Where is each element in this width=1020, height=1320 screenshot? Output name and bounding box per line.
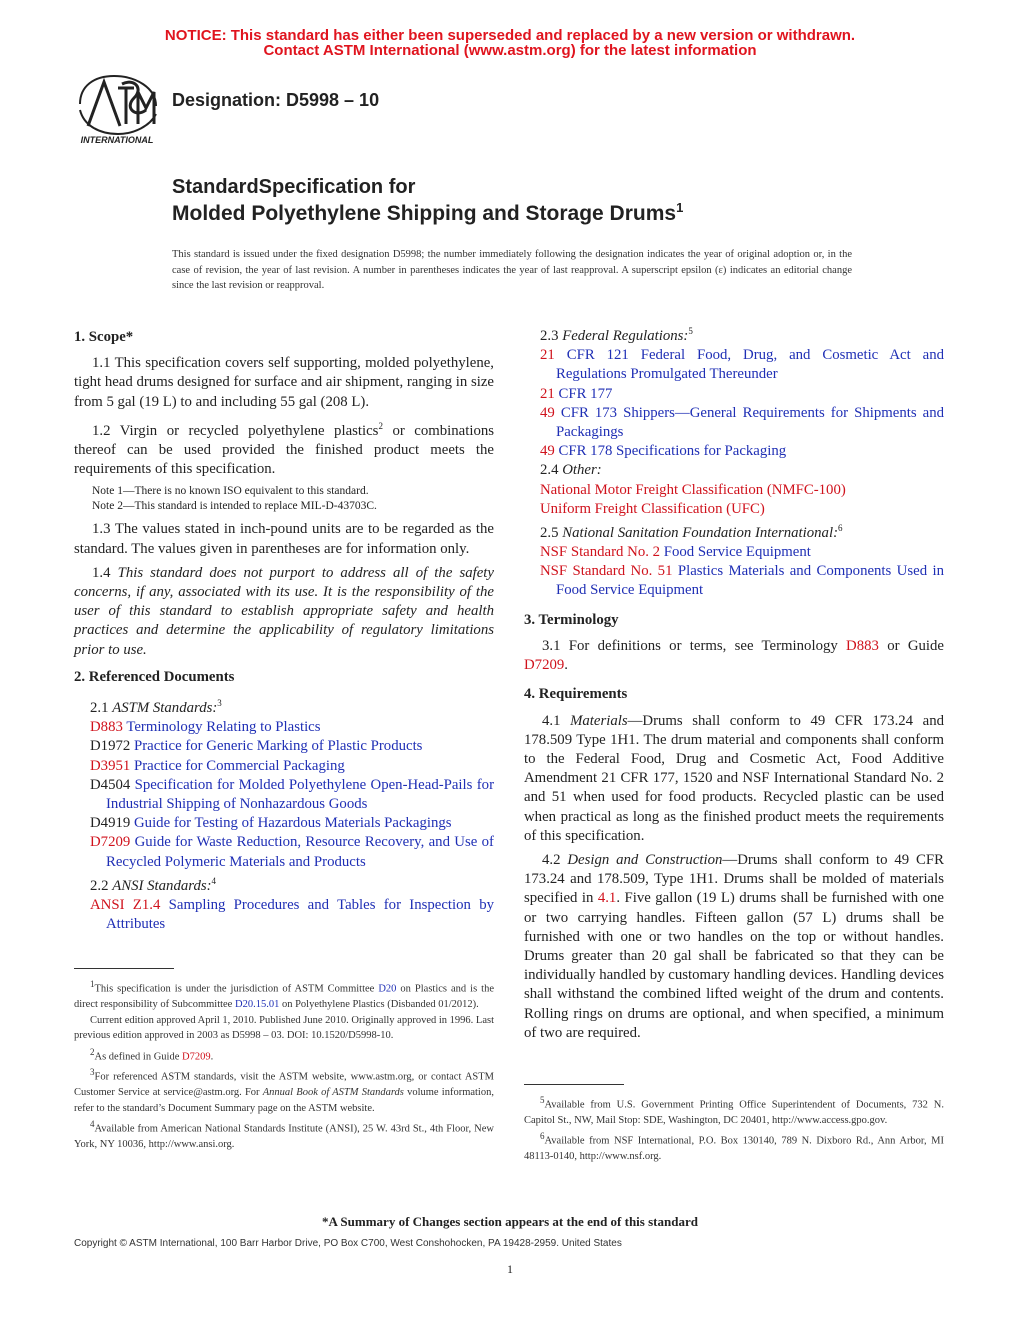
fed-head-num: 2.3 — [540, 327, 563, 344]
term-c: . — [564, 657, 568, 674]
fn1-c: on Polyethylene Plastics (Disbanded 01/2012). — [279, 998, 479, 1010]
fn3-sup: 3 — [90, 1067, 95, 1078]
federal-regulations-head — [524, 322, 944, 346]
astm-title-link[interactable]: Practice for Generic Marking of Plastic Products — [133, 738, 423, 755]
footnote-4 — [74, 1117, 494, 1152]
astm-code-link: D1972 — [90, 738, 131, 755]
astm-reference[interactable] — [74, 757, 494, 776]
astm-logo — [74, 74, 160, 146]
req-4-1-text: —Drums shall conform to 49 CFR 173.24 and 178.509 Type 1H1. The drum material and components shall conform to the Federal Food, Drug and Cosmetic Act, Food Additive Amendment 21 CFR 177, 1520 and NSF International Standard No. 2 and 51 when used for food products. Recycled plastic can be used when practical as long as the finished product meets the requirements of this specification. — [524, 712, 944, 844]
other-head-label: Other: — [562, 462, 602, 479]
terminology-heading: 3. Terminology — [524, 611, 619, 628]
ansi-head-sup: 4 — [211, 875, 217, 886]
left-column — [74, 322, 494, 934]
fn2-link[interactable]: D7209 — [181, 1051, 211, 1063]
astm-code-link[interactable]: D3951 — [90, 757, 131, 774]
other-reference-list — [524, 481, 944, 519]
logo-text: INTERNATIONAL — [80, 135, 154, 145]
fn3-italic: Annual Book of ASTM Standards — [262, 1087, 404, 1099]
federal-reference[interactable] — [524, 404, 944, 442]
scope-1-4-text: This standard does not purport to address all of the safety concerns, if any, associated with its use. It is the responsibility of the user of this standard to establish appropriate safety and health practices and determine the applicability of regulatory limitations prior to use. — [74, 564, 494, 658]
astm-head-label: ASTM Standards: — [112, 699, 218, 716]
astm-code-link[interactable]: D883 — [90, 719, 123, 736]
terminology-3-1 — [524, 637, 944, 675]
other-reference-link[interactable]: Uniform Freight Classification (UFC) — [540, 500, 765, 517]
other-head — [524, 461, 944, 480]
title-line-1: StandardSpecification for — [172, 176, 416, 198]
title-line-2 — [172, 200, 683, 226]
federal-reference[interactable] — [524, 442, 944, 461]
other-reference-link[interactable]: National Motor Freight Classification (NMFC-100) — [540, 481, 846, 498]
footnote-1-edition: Current edition approved April 1, 2010. Published June 2010. Originally approved in 1996. Last previous edition approved in 2003 as D5998 – 03. DOI: 10.1520/D5998-10. — [74, 1015, 494, 1042]
nsf-reference-list — [524, 543, 944, 601]
astm-head-sup: 3 — [217, 697, 222, 708]
req-4-1-link[interactable]: 4.1 — [597, 890, 617, 907]
title-text: Molded Polyethylene Shipping and Storage Drums — [172, 202, 677, 225]
fn4-sup: 4 — [90, 1118, 95, 1129]
fn5-sup: 5 — [540, 1095, 545, 1105]
fn1-committee-link[interactable]: D20 — [378, 983, 397, 995]
astm-head-num: 2.1 — [90, 699, 113, 716]
fn3-a: For referenced ASTM standards, visit the ASTM website, www.astm.org, or contact ASTM Customer Service at service@astm.org. For — [74, 1071, 494, 1099]
referenced-heading: 2. Referenced Documents — [74, 668, 235, 685]
req-4-1-label: Materials — [570, 712, 628, 729]
fn6-text: Available from NSF International, P.O. Box 130140, 789 N. Dixboro Rd., Ann Arbor, MI 48113-0140, http://www.nsf.org. — [524, 1135, 944, 1162]
scope-1-2-sup: 2 — [378, 420, 383, 431]
ansi-head-num: 2.2 — [90, 877, 113, 894]
footnote-2 — [74, 1045, 494, 1065]
federal-reference-list — [524, 346, 944, 461]
scope-1-4-num: 1.4 — [92, 564, 118, 581]
astm-reference[interactable] — [74, 718, 494, 737]
req-4-2-label: Design and Construction — [567, 851, 723, 868]
fn4-text: Available from American National Standards Institute (ANSI), 25 W. 43rd St., 4th Floor, New York, NY 10036, http://www.ansi.org. — [74, 1123, 494, 1150]
astm-title-link[interactable]: Practice for Commercial Packaging — [133, 757, 345, 774]
footnote-rule-right — [524, 1084, 624, 1085]
ansi-head-label: ANSI Standards: — [112, 877, 212, 894]
federal-title-link[interactable]: CFR 173 Shippers—General Requirements for Shipments and Packagings — [556, 404, 945, 440]
scope-heading: 1. Scope* — [74, 329, 134, 345]
fed-head-label: Federal Regulations: — [562, 327, 689, 344]
fn3-b: volume information, refer to the standard’s Document Summary page on the ASTM website. — [74, 1087, 494, 1114]
intro-text: This standard is issued under the fixed designation D5998; the number immediately following the designation indicates the year of original adoption or, in the case of revision, the year of last revision. A number in parentheses indicates the year of last reapproval. A superscript epsilon (ε) indicates an editorial change since the last revision or reapproval. — [172, 249, 852, 291]
term-a: 3.1 For definitions or terms, see Terminology — [542, 637, 847, 654]
astm-reference[interactable] — [74, 814, 494, 833]
ansi-title-link[interactable]: Sampling Procedures and Tables for Inspection by Attributes — [106, 896, 495, 933]
requirements-4-2 — [524, 851, 944, 1043]
federal-code-link[interactable]: 21 — [540, 385, 555, 402]
summary-of-changes-note: *A Summary of Changes section appears at the end of this standard — [322, 1214, 698, 1229]
federal-reference[interactable] — [524, 346, 944, 384]
nsf-head — [524, 519, 944, 543]
nsf-code-link[interactable]: NSF Standard No. 51 — [540, 563, 673, 580]
fn6-sup: 6 — [540, 1131, 545, 1142]
footnotes-left — [74, 977, 494, 1153]
astm-reference[interactable] — [74, 737, 494, 756]
ansi-code-link[interactable]: ANSI Z1.4 — [90, 896, 161, 913]
term-d7209-link[interactable]: D7209 — [524, 657, 565, 674]
ansi-standards-head — [74, 872, 494, 896]
nsf-reference[interactable] — [524, 562, 944, 600]
footnote-3 — [74, 1065, 494, 1115]
federal-code-link[interactable]: 21 — [540, 347, 555, 364]
requirements-4-1 — [524, 712, 944, 846]
scope-1-3: 1.3 The values stated in inch-pound units are to be regarded as the standard. The values given in parentheses are for information only. — [74, 521, 494, 557]
other-head-num: 2.4 — [540, 462, 563, 479]
scope-1-2 — [74, 417, 494, 480]
copyright: Copyright © ASTM International, 100 Barr Harbor Drive, PO Box C700, West Conshohocken, PA 19428-2959. United States — [74, 1238, 622, 1249]
scope-1-2-b: or combinations thereof can be used provided the finished product meets the requirements of this specification. — [74, 422, 495, 478]
ansi-reference[interactable] — [74, 896, 494, 934]
federal-reference[interactable] — [524, 385, 944, 404]
note-2: Note 2—This standard is intended to replace MIL-D-43703C. — [92, 500, 377, 513]
astm-reference[interactable] — [74, 833, 494, 871]
nsf-head-num: 2.5 — [540, 524, 563, 541]
footnote-1 — [74, 977, 494, 1012]
federal-title-link[interactable]: CFR 121 Federal Food, Drug, and Cosmetic Act and Regulations Promulgated Thereunder — [556, 347, 944, 383]
requirements-heading: 4. Requirements — [524, 686, 628, 703]
req-4-2-num: 4.2 — [542, 851, 568, 868]
nsf-head-sup: 6 — [838, 522, 843, 533]
fn5-text: Available from U.S. Government Printing Office Superintendent of Documents, 732 N. Capitol St., NW, Mail Stop: SDE, Washington, DC 20401, http://www.access.gpo.gov. — [524, 1099, 944, 1126]
fed-head-sup: 5 — [688, 326, 693, 336]
designation: Designation: D5998 – 10 — [172, 90, 380, 110]
footnote-6 — [524, 1129, 944, 1164]
astm-standards-head — [74, 694, 494, 718]
fn2-sup: 2 — [90, 1046, 95, 1057]
fn2-a: As defined in Guide — [94, 1051, 182, 1063]
astm-code-link: D4919 — [90, 815, 131, 832]
fn1-b: on Plastics and is the direct responsibility of Subcommittee — [74, 983, 494, 1010]
footnotes-right — [524, 1093, 944, 1165]
federal-code-link[interactable]: 49 — [540, 443, 555, 460]
page-number: 1 — [507, 1262, 513, 1276]
nsf-title-link[interactable]: Plastics Materials and Components Used in Food Service Equipment — [556, 563, 944, 599]
nsf-head-label: National Sanitation Foundation International: — [562, 524, 838, 541]
footnote-rule-left — [74, 968, 174, 969]
scope-1-4 — [74, 564, 494, 660]
nsf-title-link[interactable]: Food Service Equipment — [663, 544, 811, 561]
nsf-reference[interactable] — [524, 543, 944, 562]
astm-reference-list — [74, 718, 494, 872]
term-b: or Guide — [878, 637, 944, 654]
federal-title-link[interactable]: CFR 177 — [558, 385, 613, 402]
scope-1-2-a: 1.2 Virgin or recycled polyethylene plastics — [92, 422, 379, 439]
astm-title-link[interactable]: Specification for Molded Polyethylene Open-Head-Pails for Industrial Shipping of Nonhazardous Goods — [106, 776, 494, 812]
astm-code-link: D4504 — [90, 776, 131, 793]
notice-line-1: NOTICE: This standard has either been superseded and replaced by a new version or withdrawn. — [164, 27, 856, 44]
scope-1-1: 1.1 This specification covers self supporting, molded polyethylene, tight head drums designed for surface and air shipment, ranging in size from 5 gal (19 L) to and including 55 gal (208 L). — [74, 355, 494, 410]
fn2-b: . — [210, 1051, 214, 1063]
req-4-1-num: 4.1 — [542, 712, 571, 729]
astm-title-link[interactable]: Guide for Waste Reduction, Resource Recovery, and Use of Recycled Polymeric Materials and Products — [106, 834, 494, 870]
note-1: Note 1—There is no known ISO equivalent to this standard. — [92, 485, 369, 498]
right-column — [524, 322, 944, 1048]
nsf-code-link[interactable]: NSF Standard No. 2 — [540, 544, 661, 561]
astm-reference[interactable] — [74, 776, 494, 814]
astm-title-link[interactable]: Guide for Testing of Hazardous Materials Packagings — [133, 815, 452, 832]
notice-line-2: Contact ASTM International (www.astm.org) for the latest information — [263, 42, 757, 59]
federal-code-link[interactable]: 49 — [540, 404, 555, 421]
astm-code-link[interactable]: D7209 — [90, 834, 131, 851]
fn1-sup: 1 — [90, 979, 95, 989]
req-4-2-b: . Five gallon (19 L) drums shall be furnished with one or two carrying handles. Fifteen gallon (57 L) drums shall be furnished with one or two handles on the top or without handles. Drums greater than 20 gal shall be fabricated so that they can be individually handled by customary handling devices. Handling devices shall withstand the combined lifted weight of the drum and contents. Rolling rings on drums are optional, and when specified, a minimum of two are required. — [524, 890, 944, 1041]
fn1-a: This specification is under the jurisdiction of ASTM Committee — [94, 983, 379, 995]
title-footnote-mark: 1 — [676, 200, 684, 215]
footnote-5 — [524, 1093, 944, 1128]
req-4-2-a: —Drums shall conform to 49 CFR 173.24 and 178.509, Type 1H1. Drums shall be molded of materials specified in — [524, 851, 945, 907]
federal-title-link[interactable]: CFR 178 Specifications for Packaging — [558, 443, 787, 460]
term-d883-link[interactable]: D883 — [846, 637, 879, 654]
astm-title-link[interactable]: Terminology Relating to Plastics — [126, 719, 321, 736]
fn1-subcommittee-link[interactable]: D20.15.01 — [234, 998, 280, 1010]
